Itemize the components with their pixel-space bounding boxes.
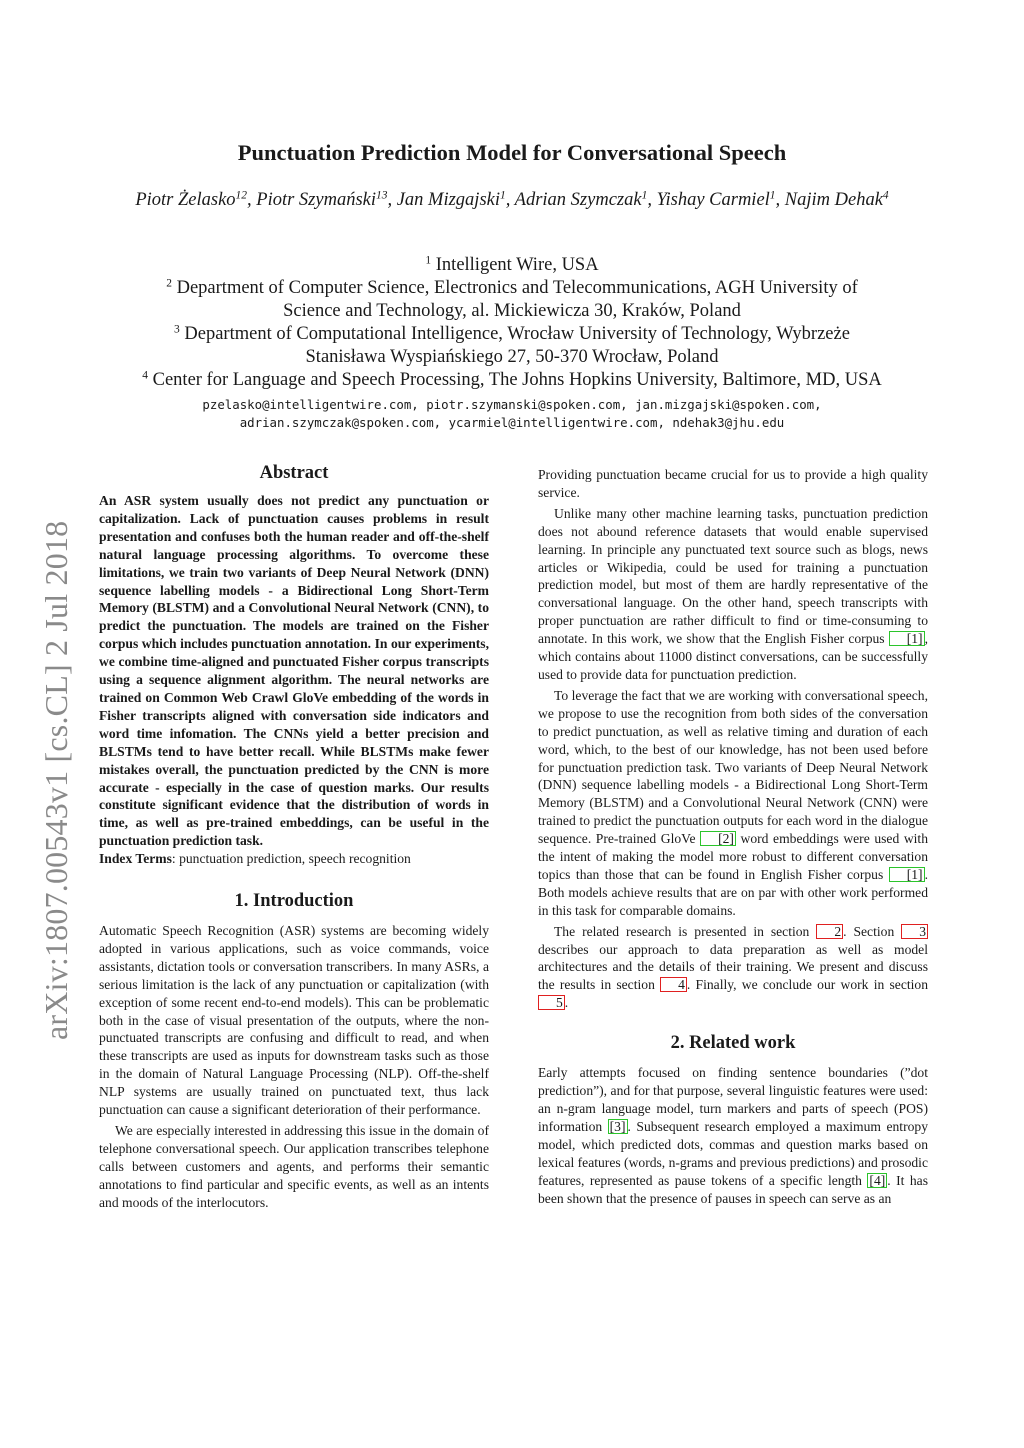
- citation-link[interactable]: [2]: [700, 831, 736, 846]
- author: Piotr Szymański$^{13}$,: [256, 189, 397, 210]
- index-terms: Index Terms: punctuation prediction, speech recognition: [99, 851, 411, 867]
- affiliation-continued: Science and Technology, al. Mickiewicza 30, Kraków, Poland: [283, 301, 741, 321]
- email-line: adrian.szymczak@spoken.com, ycarmiel@intelligentwire.com, ndehak3@jhu.edu: [239, 415, 785, 430]
- introduction-paragraph: Automatic Speech Recognition (ASR) systems are becoming widely adopted in various applications, such as voice commands, voice assistants, dictation tools or conversation transcribers. In many ASRs, a serious limitation is the lack of any punctuation or capitalization (with exception of some recent end-to-end models). This can be problematic both in the case of visual presentation of the outputs, where the non-punctuated transcripts are confusing and difficult to read, and when these transcripts are used as inputs for downstream tasks such as those in the domain of Natural Language Processing (NLP). Off-the-shelf NLP systems are usually trained on punctuated text, thus lack punctuation can cause a significant deterioration of their performance.: [99, 923, 489, 1118]
- email-list: [95, 396, 929, 432]
- arxiv-identifier: arXiv:1807.00543v1 [cs.CL] 2 Jul 2018: [38, 520, 74, 1040]
- related-work-heading: 2. Related work: [670, 1033, 796, 1054]
- author: Jan Mizgajski$^1$,: [396, 189, 515, 210]
- author: Najim Dehak$^4$: [784, 189, 889, 210]
- introduction-heading: 1. Introduction: [234, 891, 354, 912]
- introduction-paragraph: Unlike many other machine learning tasks, punctuation prediction does not abound reference datasets that would enable supervised learning. In principle any punctuated text source such as blogs, news articles or Wikipedia, could be used for training a punctuation prediction model, but most of them are hardly representative of the conversational language. On the other hand, speech transcripts with proper punctuation are rather difficult to find or time-consuming to annotate. In this work, we show that the English Fisher corpus [1] , which contains about 11000 distinct conversations, can be successfully used to provide data for punctuation prediction.: [538, 505, 928, 682]
- section-link[interactable]: 5: [538, 995, 565, 1010]
- affiliation: $^1$ Intelligent Wire, USA: [425, 254, 599, 275]
- citation-link[interactable]: [1]: [889, 631, 925, 646]
- right-column: [538, 466, 928, 1207]
- section-link[interactable]: 2: [816, 924, 843, 939]
- related-work-paragraph: Early attempts focused on finding sentence boundaries (”dot prediction”), and for that purpose, several linguistic features were used: an n-gram language model, turn markers and parts of speech (POS) information [3] . Subsequent research employed a maximum entropy model, which predicted dots, commas and question marks based on lexical features (words, n-grams and previous predictions) and prosodic features, represented as pause tokens of a specific length [4] . It has been shown that the presence of pauses in speech can serve as an: [538, 1065, 929, 1206]
- section-link[interactable]: 4: [660, 977, 687, 992]
- abstract-heading: Abstract: [259, 463, 329, 483]
- citation-link[interactable]: [1]: [889, 867, 925, 882]
- introduction-paragraph: We are especially interested in addressing this issue in the domain of telephone conversational speech. Our application transcribes telephone calls between customers and agents, and performs their semantic annotations to find particular and specific events, as well as an intents and moods of the interlocutors.: [99, 1123, 489, 1210]
- author: Adrian Szymczak$^1$,: [514, 189, 657, 210]
- author: Piotr Żelasko$^{12}$,: [135, 189, 257, 210]
- left-column: [99, 462, 489, 1212]
- affiliation-continued: Stanisława Wyspiańskiego 27, 50-370 Wrocław, Poland: [305, 347, 719, 367]
- section-link[interactable]: 3: [901, 924, 928, 939]
- abstract-text: An ASR system usually does not predict any punctuation or capitalization. Lack of punctuation causes problems in result presentation and confuses both the human reader and off-the-shelf natural language processing algorithms. To overcome these limitations, we train two variants of Deep Neural Network (DNN) sequence labelling models - a Bidirectional Long Short-Term Memory (BLSTM) and a Convolutional Neural Network (CNN), to predict the punctuation. The models are trained on the Fisher corpus which includes punctuation annotation. In our experiments, we combine time-aligned and punctuated Fisher corpus transcripts using a sequence alignment algorithm. The neural networks are trained on Common Web Crawl GloVe embedding of the words in Fisher transcripts aligned with conversation side indicators and word time infomation. The CNNs yield a better precision and BLSTMs tend to have better recall. While BLSTMs make fewer mistakes overall, the punctuation predicted by the CNN is more accurate - especially in the case of question marks. Our results constitute significant evidence that the distribution of words in time, as well as pre-trained embeddings, can be useful in the punctuation prediction task.: [99, 493, 489, 849]
- author-list: [112, 188, 912, 213]
- affiliation: $^4$ Center for Language and Speech Processing, The Johns Hopkins University, Baltimore, MD, USA: [142, 369, 882, 390]
- author: Yishay Carmiel$^1$,: [656, 189, 785, 210]
- email-line: pzelasko@intelligentwire.com, piotr.szymanski@spoken.com, jan.mizgajski@spoken.com,: [202, 397, 822, 412]
- citation-link[interactable]: [4]: [869, 1172, 886, 1188]
- affiliation: $^3$ Department of Computational Intelligence, Wrocław University of Technology, Wybrzeże: [174, 323, 850, 344]
- citation-link[interactable]: [3]: [609, 1118, 626, 1134]
- introduction-paragraph: Providing punctuation became crucial for us to provide a high quality service.: [538, 467, 928, 500]
- paper-title: Punctuation Prediction Model for Conversational Speech: [237, 140, 787, 165]
- affiliation: $^2$ Department of Computer Science, Electronics and Telecommunications, AGH University of: [166, 277, 858, 298]
- introduction-paragraph: To leverage the fact that we are working with conversational speech, we propose to use the recognition from both sides of the conversation to predict punctuation, as well as relative timing and duration of each word, which, to the best of our knowledge, has not been used before for punctuation prediction task. Two variants of Deep Neural Network (DNN) sequence labelling models - a Bidirectional Long Short-Term Memory (BLSTM) and a Convolutional Neural Network (CNN) were trained to predict the punctuation outputs for each word in the dialogue sequence. Pre-trained GloVe [2] word embeddings were used with the intent of making the model more robust to different conversation topics than those that can be found in English Fisher corpus [1] . Both models achieve results that are on par with other work performed in this task for comparable domains.: [538, 687, 928, 918]
- affiliation-list: [95, 254, 929, 392]
- introduction-paragraph: The related research is presented in section 2 . Section 3 describes our approach to data preparation as well as model architectures and the details of their training. We present and discuss the results in section 4 . Finally, we conclude our work in section 5 .: [538, 923, 928, 1011]
